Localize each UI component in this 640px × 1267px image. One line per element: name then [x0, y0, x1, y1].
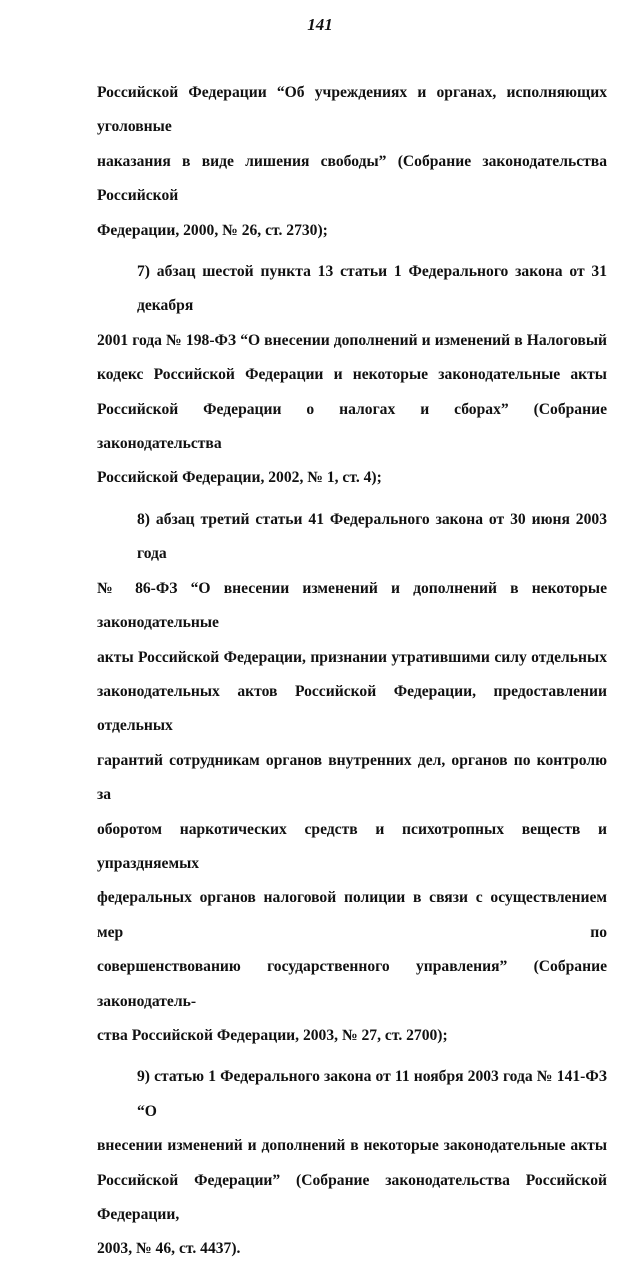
text-line: 2001 года № 198-ФЗ “О внесении дополнений и изменений в Налоговый	[97, 331, 607, 349]
text-line: кодекс Российской Федерации и некоторые законодательные акты	[97, 366, 607, 384]
text-line: Российской Федерации” (Собрание законодательства Российской Федерации,	[97, 1171, 607, 1223]
text-line: 9) статью 1 Федерального закона от 11 ноября 2003 года № 141-ФЗ “О	[137, 1068, 607, 1120]
text-line: внесении изменений и дополнений в некоторые законодательные акты	[97, 1137, 607, 1155]
text-line: 7) абзац шестой пункта 13 статьи 1 Федерального закона от 31 декабря	[137, 263, 607, 315]
text-line: ства Российской Федерации, 2003, № 27, ст. 2700);	[97, 1026, 448, 1044]
paragraph-item-8	[97, 503, 607, 1054]
text-line: гарантий сотрудникам органов внутренних дел, органов по контролю за	[97, 751, 607, 804]
document-body	[97, 76, 607, 1267]
text-line: Российской Федерации “Об учреждениях и органах, исполняющих уголовные	[97, 84, 607, 136]
page-number: 141	[307, 15, 333, 34]
text-line: акты Российской Федерации, признании утратившими силу отдельных	[97, 648, 607, 666]
text-line: 8) абзац третий статьи 41 Федерального закона от 30 июня 2003 года	[137, 510, 607, 563]
text-line: Российской Федерации о налогах и сборах” (Собрание законодательства	[97, 400, 607, 453]
text-line: совершенствованию государственного управления” (Собрание законодатель-	[97, 958, 607, 1010]
paragraph-continuation	[97, 76, 607, 248]
paragraph-item-7	[97, 255, 607, 496]
text-line: оборотом наркотических средств и психотропных веществ и упраздняемых	[97, 820, 607, 872]
text-line: Федерации, 2000, № 26, ст. 2730);	[97, 221, 328, 239]
text-line: № 86-ФЗ “О внесении изменений и дополнений в некоторые законодательные	[97, 579, 607, 632]
text-line: 2003, № 46, ст. 4437).	[97, 1240, 241, 1258]
text-line: федеральных органов налоговой полиции в связи с осуществлением мер по	[97, 889, 607, 941]
text-line: законодательных актов Российской Федерации, предоставлении отдельных	[97, 682, 607, 735]
paragraph-item-9	[97, 1060, 607, 1266]
text-line: Российской Федерации, 2002, № 1, ст. 4);	[97, 469, 382, 487]
text-line: наказания в виде лишения свободы” (Собрание законодательства Российской	[97, 152, 607, 205]
